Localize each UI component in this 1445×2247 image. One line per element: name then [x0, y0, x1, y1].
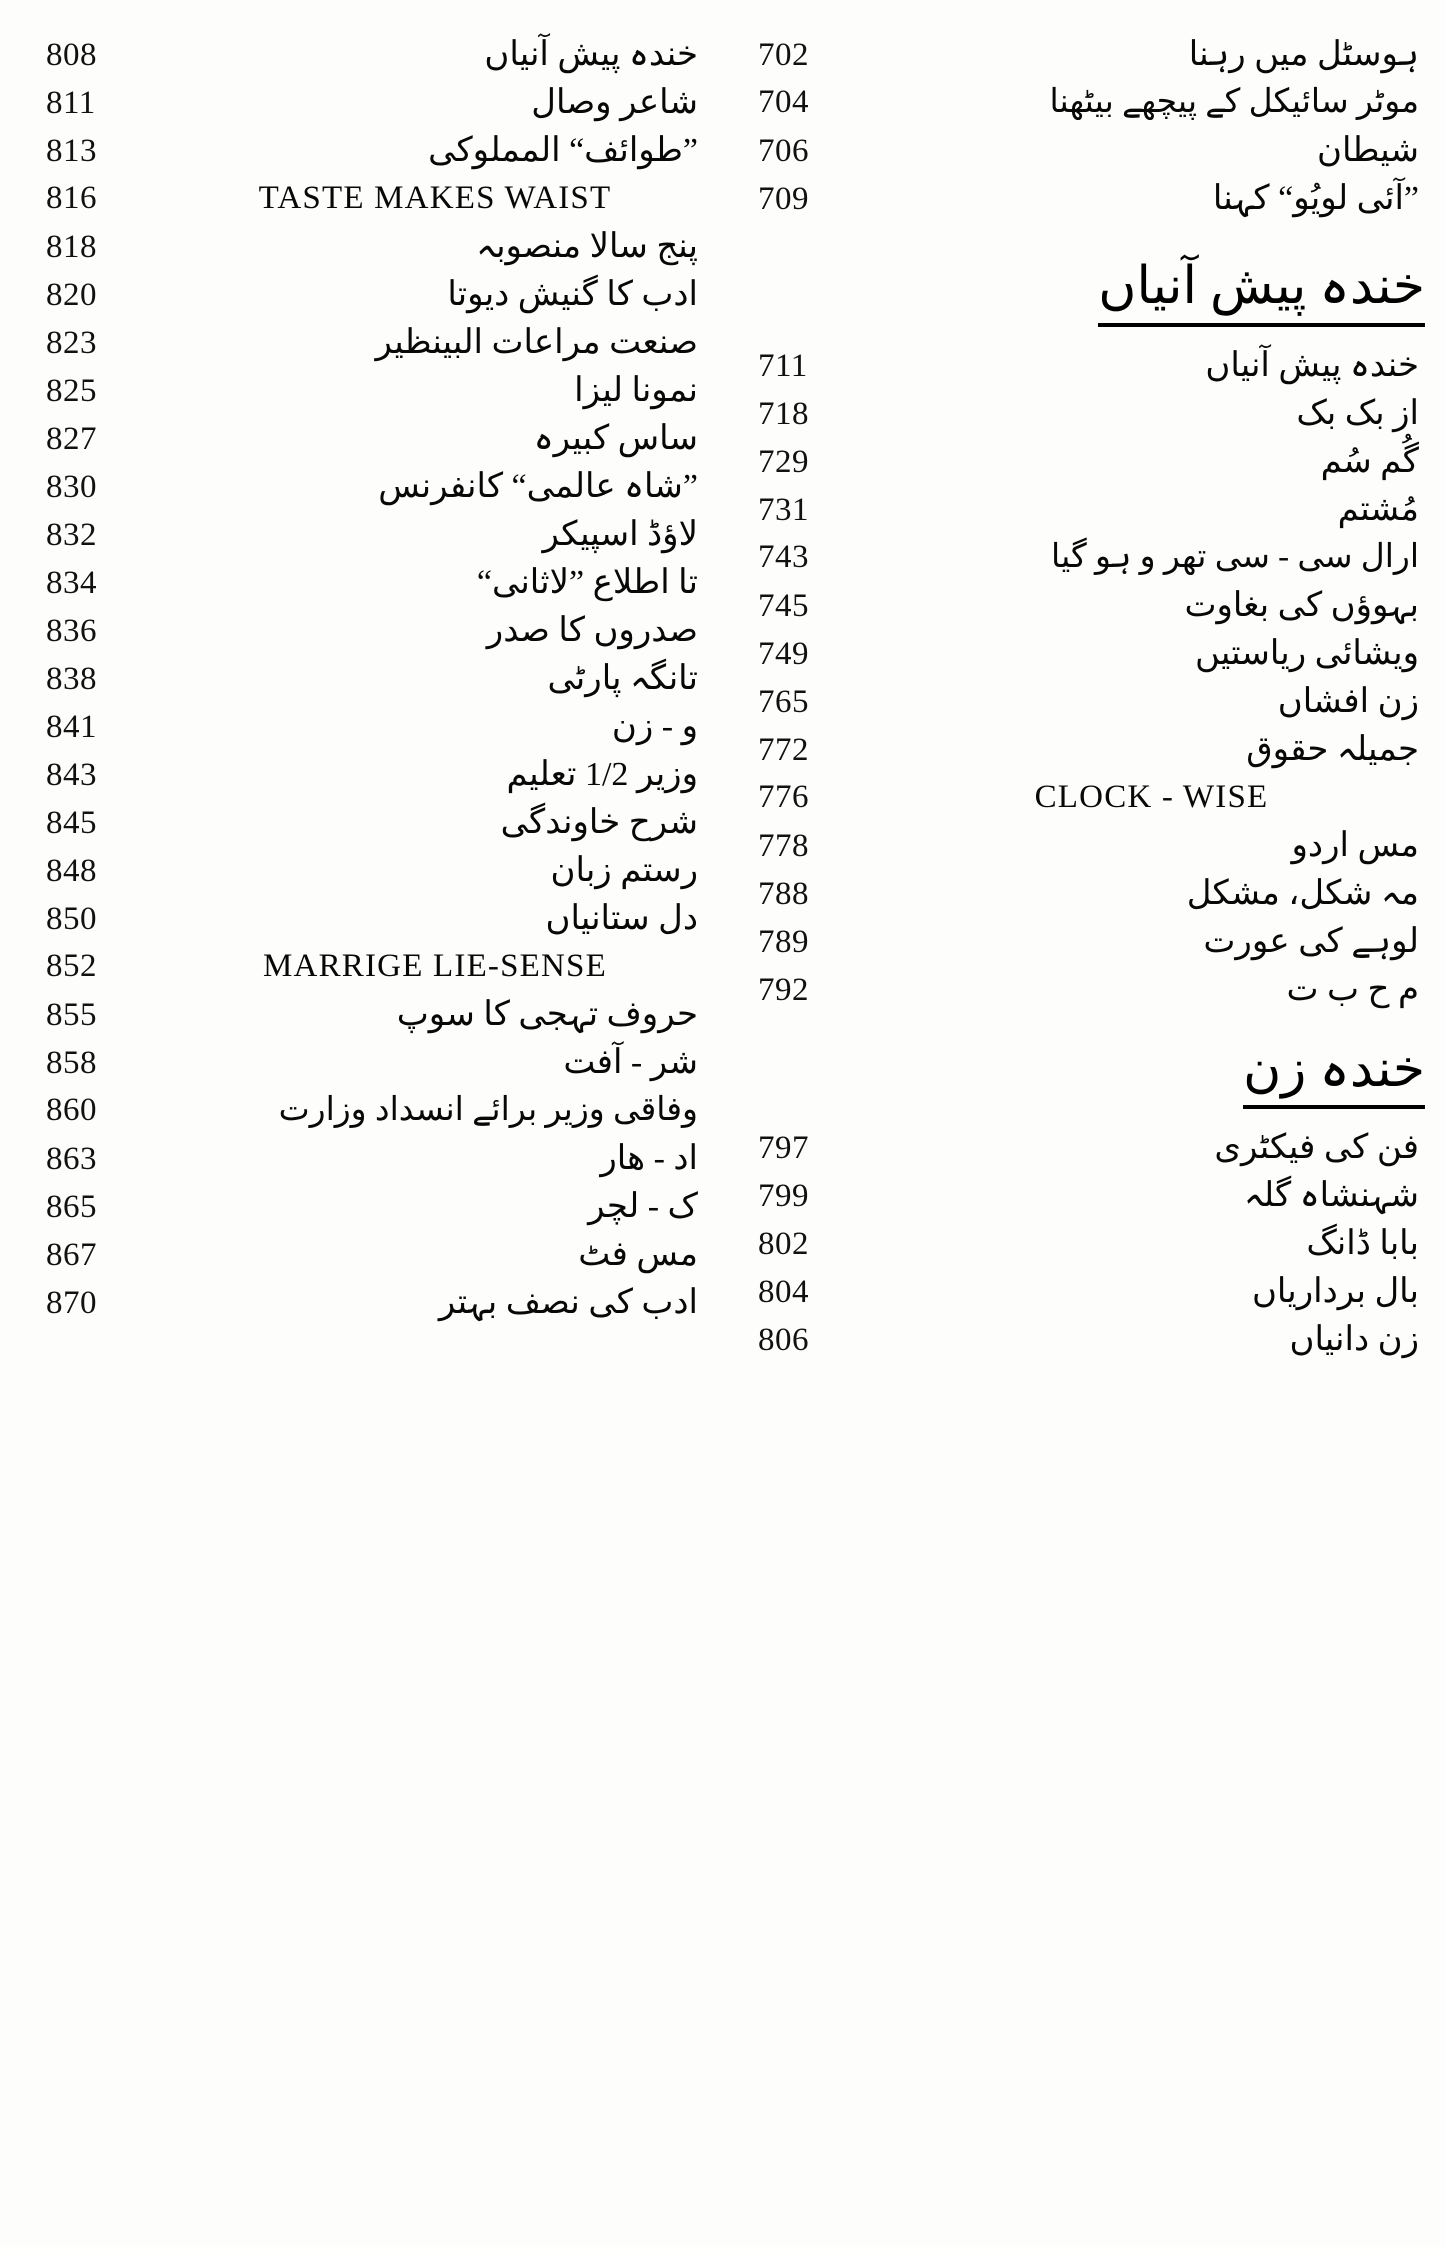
toc-entry[interactable] — [28, 1186, 704, 1234]
toc-entry[interactable] — [28, 1234, 704, 1282]
toc-entry-page-number: 711 — [758, 347, 808, 384]
toc-entry-page-number: 836 — [46, 613, 97, 649]
toc-entry-title: ہوسٹل میں رہنا — [1188, 36, 1419, 73]
toc-entry-page-number: 706 — [758, 133, 809, 169]
toc-column-right — [722, 34, 1445, 2214]
toc-entry-title: لوہے کی عورت — [1203, 922, 1419, 960]
toc-entry-title: زن دانیاں — [1289, 1321, 1419, 1359]
toc-entry-title: ساس کبیرہ — [533, 420, 698, 457]
toc-entry-title: صدروں کا صدر — [486, 612, 698, 649]
toc-entry[interactable] — [28, 82, 704, 130]
toc-entry[interactable] — [740, 1175, 1425, 1223]
toc-entry[interactable] — [740, 681, 1425, 729]
toc-entry-title: شرح خاوندگی — [500, 804, 698, 841]
toc-entry-page-number: 848 — [46, 853, 97, 889]
toc-entry-page-number: 745 — [758, 587, 809, 624]
toc-entry[interactable] — [740, 1223, 1425, 1271]
toc-entry-page-number: 845 — [46, 805, 97, 841]
toc-entry[interactable] — [740, 34, 1425, 82]
toc-entry[interactable] — [28, 370, 704, 418]
toc-entry-page-number: 718 — [758, 395, 809, 432]
toc-entry[interactable] — [28, 994, 704, 1042]
toc-entry-page-number: 855 — [46, 997, 97, 1033]
toc-entry[interactable] — [740, 969, 1425, 1017]
toc-entry[interactable] — [28, 1090, 704, 1138]
toc-entry-title: م ح ب ت — [1286, 970, 1419, 1008]
toc-entry[interactable] — [28, 1282, 704, 1330]
toc-entry-page-number: 729 — [758, 443, 809, 480]
toc-entry[interactable] — [740, 921, 1425, 969]
toc-section-heading — [740, 1040, 1433, 1110]
toc-entry-title: ادب کا گنیش دیوتا — [447, 276, 698, 313]
toc-entry-page-number: 834 — [46, 565, 97, 601]
toc-entry[interactable] — [28, 226, 704, 274]
toc-entry-title: وفاقی وزیر برائے انسداد وزارت — [278, 1092, 698, 1128]
toc-entry-page-number: 772 — [758, 731, 809, 768]
toc-entry-title: ویشائی ریاستیں — [1194, 634, 1419, 672]
toc-entry-title: خندہ پیش آنیاں — [1205, 346, 1419, 384]
toc-entry-page-number: 841 — [46, 709, 97, 745]
toc-entry-title: حروف تہجی کا سوپ — [396, 996, 698, 1033]
toc-entry[interactable] — [740, 777, 1425, 825]
toc-entry[interactable] — [740, 441, 1425, 489]
toc-entry-title: تا اطلاع ”لاثانی“ — [476, 564, 698, 601]
toc-entry[interactable] — [28, 130, 704, 178]
toc-entry[interactable] — [28, 178, 704, 226]
toc-entry-title: مہ شکل، مشکل — [1186, 874, 1419, 912]
toc-entry-page-number: 797 — [758, 1130, 809, 1167]
toc-entry-page-number: 818 — [46, 229, 97, 265]
toc-entry[interactable] — [28, 274, 704, 322]
toc-entry-page-number: 743 — [758, 538, 809, 575]
toc-entry-page-number: 778 — [758, 827, 809, 864]
toc-entry-page-number: 870 — [46, 1285, 97, 1321]
toc-column-left — [0, 34, 722, 2214]
toc-entry[interactable] — [740, 178, 1425, 226]
toc-entry-title: فن کی فیکٹری — [1214, 1129, 1419, 1167]
toc-entry-title: مُشتم — [1337, 490, 1419, 528]
toc-entry-title: صنعت مراعات البینظیر — [375, 324, 698, 361]
toc-entry-page-number: 838 — [46, 661, 97, 697]
toc-entry-title: مس اردو — [1291, 826, 1419, 864]
toc-entry-title: شاعر وصال — [531, 84, 698, 121]
toc-entry[interactable] — [28, 34, 704, 82]
toc-entry-page-number: 731 — [758, 491, 809, 528]
toc-entry-title: ”طوائف“ المملوکی — [428, 132, 698, 169]
toc-entry-title: شیطان — [1317, 132, 1419, 169]
toc-entry-title: لاؤڈ اسپیکر — [542, 516, 698, 553]
toc-entry-page-number: 852 — [46, 948, 97, 984]
toc-entry[interactable] — [740, 633, 1425, 681]
toc-entry[interactable] — [740, 345, 1425, 393]
toc-entry-title: ادب کی نصف بہتر — [438, 1284, 698, 1321]
toc-entry-page-number: 867 — [46, 1237, 97, 1273]
toc-entry[interactable] — [28, 466, 704, 514]
toc-entry[interactable] — [740, 393, 1425, 441]
toc-left-entries — [28, 34, 704, 1330]
toc-section-heading-text: خندہ پیش آنیاں — [1098, 260, 1425, 327]
toc-entry-page-number: 702 — [758, 37, 809, 73]
toc-entry-page-number: 827 — [46, 421, 97, 457]
toc-section-heading-text: خندہ زن — [1243, 1043, 1425, 1110]
toc-entry[interactable] — [740, 1127, 1425, 1175]
toc-entry[interactable] — [28, 898, 704, 946]
toc-entry[interactable] — [28, 706, 704, 754]
toc-entry-title: جمیلہ حقوق — [1246, 730, 1419, 768]
toc-entry-page-number: 792 — [758, 971, 809, 1008]
toc-entry-title: و - زن — [611, 708, 698, 745]
toc-entry-title: از بک بک — [1296, 394, 1419, 432]
toc-entry-title: بال برداریاں — [1251, 1273, 1419, 1311]
toc-entry[interactable] — [28, 514, 704, 562]
toc-entry-page-number: 804 — [758, 1274, 809, 1311]
toc-entry-title: مس فٹ — [578, 1236, 698, 1273]
toc-entry[interactable] — [740, 1271, 1425, 1319]
toc-entry-page-number: 865 — [46, 1189, 97, 1225]
toc-entry[interactable] — [740, 729, 1425, 777]
toc-entry-page-number: 765 — [758, 683, 809, 720]
toc-entry-title: زن افشاں — [1277, 682, 1419, 720]
toc-columns — [0, 34, 1445, 2214]
toc-entry-page-number: 789 — [758, 923, 809, 960]
toc-entry[interactable] — [28, 802, 704, 850]
toc-entry[interactable] — [740, 130, 1425, 178]
toc-entry-title: نمونا لیزا — [574, 372, 698, 409]
toc-entry-title: ک - لچر — [588, 1188, 698, 1225]
toc-entry[interactable] — [740, 825, 1425, 873]
toc-entry-title: شر - آفت — [563, 1044, 698, 1081]
toc-right-entries — [740, 34, 1425, 1367]
toc-entry[interactable] — [740, 1319, 1425, 1367]
toc-entry-title: ارال سی - سی تھر و ہو گیا — [1051, 538, 1419, 575]
toc-entry[interactable] — [740, 537, 1425, 585]
toc-entry-page-number: 843 — [46, 757, 97, 793]
toc-entry-title: پنج سالا منصوبہ — [476, 228, 698, 265]
toc-entry-title: شہنشاہ گلہ — [1243, 1177, 1419, 1215]
toc-entry-page-number: 802 — [758, 1226, 809, 1263]
toc-entry[interactable] — [28, 322, 704, 370]
toc-entry-title: موٹر سائیکل کے پیچھے بیٹھنا — [1049, 84, 1419, 120]
toc-entry-page-number: 704 — [758, 84, 809, 120]
toc-entry-page-number: 788 — [758, 875, 809, 912]
toc-entry-title: وزیر 1/2 تعلیم — [506, 756, 698, 793]
toc-entry-page-number: 816 — [46, 180, 97, 216]
toc-entry-page-number: 832 — [46, 517, 97, 553]
toc-entry[interactable] — [28, 562, 704, 610]
toc-entry-page-number: 860 — [46, 1092, 97, 1128]
toc-entry[interactable] — [28, 946, 704, 994]
toc-entry[interactable] — [740, 82, 1425, 130]
toc-entry-page-number: 830 — [46, 469, 97, 505]
toc-entry-title: CLOCK - WISE — [1034, 778, 1269, 815]
toc-entry-title: دل ستانیاں — [545, 900, 698, 937]
toc-entry-title: ”آئی لویُو“ کہنا — [1212, 180, 1419, 217]
toc-entry-title: رستم زبان — [550, 852, 698, 889]
toc-entry-title: MARRIGE LIE-SENSE — [263, 948, 607, 984]
toc-entry-page-number: 823 — [46, 325, 97, 361]
toc-entry[interactable] — [740, 489, 1425, 537]
toc-entry[interactable] — [28, 610, 704, 658]
toc-entry-page-number: 749 — [758, 635, 809, 672]
toc-entry-page-number: 776 — [758, 778, 809, 815]
toc-entry-page-number: 811 — [46, 85, 96, 121]
toc-entry[interactable] — [28, 1042, 704, 1090]
toc-entry-page-number: 863 — [46, 1141, 97, 1177]
toc-entry[interactable] — [28, 850, 704, 898]
toc-entry-title: تانگہ پارٹی — [547, 660, 698, 697]
toc-entry-page-number: 820 — [46, 277, 97, 313]
toc-entry[interactable] — [28, 658, 704, 706]
toc-entry-page-number: 709 — [758, 181, 809, 217]
toc-entry-page-number: 858 — [46, 1045, 97, 1081]
toc-entry-page-number: 808 — [46, 37, 97, 73]
toc-entry[interactable] — [28, 1138, 704, 1186]
toc-entry-title: اد - ھار — [600, 1140, 698, 1177]
toc-entry[interactable] — [28, 418, 704, 466]
toc-entry-title: بابا ڈانگ — [1306, 1225, 1419, 1263]
toc-entry-title: ”شاہ عالمی“ کانفرنس — [378, 468, 698, 505]
toc-entry-page-number: 850 — [46, 901, 97, 937]
toc-entry-title: TASTE MAKES WAIST — [258, 180, 612, 216]
toc-entry-title: بہوؤں کی بغاوت — [1184, 586, 1419, 624]
toc-entry-page-number: 813 — [46, 133, 97, 169]
toc-entry[interactable] — [740, 873, 1425, 921]
toc-entry[interactable] — [740, 585, 1425, 633]
toc-entry-page-number: 799 — [758, 1178, 809, 1215]
toc-entry[interactable] — [28, 754, 704, 802]
toc-entry-page-number: 806 — [758, 1322, 809, 1359]
toc-entry-title: خندہ پیش آنیاں — [484, 36, 698, 73]
toc-entry-title: گُم سُم — [1320, 442, 1419, 480]
toc-entry-page-number: 825 — [46, 373, 97, 409]
toc-section-heading — [740, 260, 1433, 327]
